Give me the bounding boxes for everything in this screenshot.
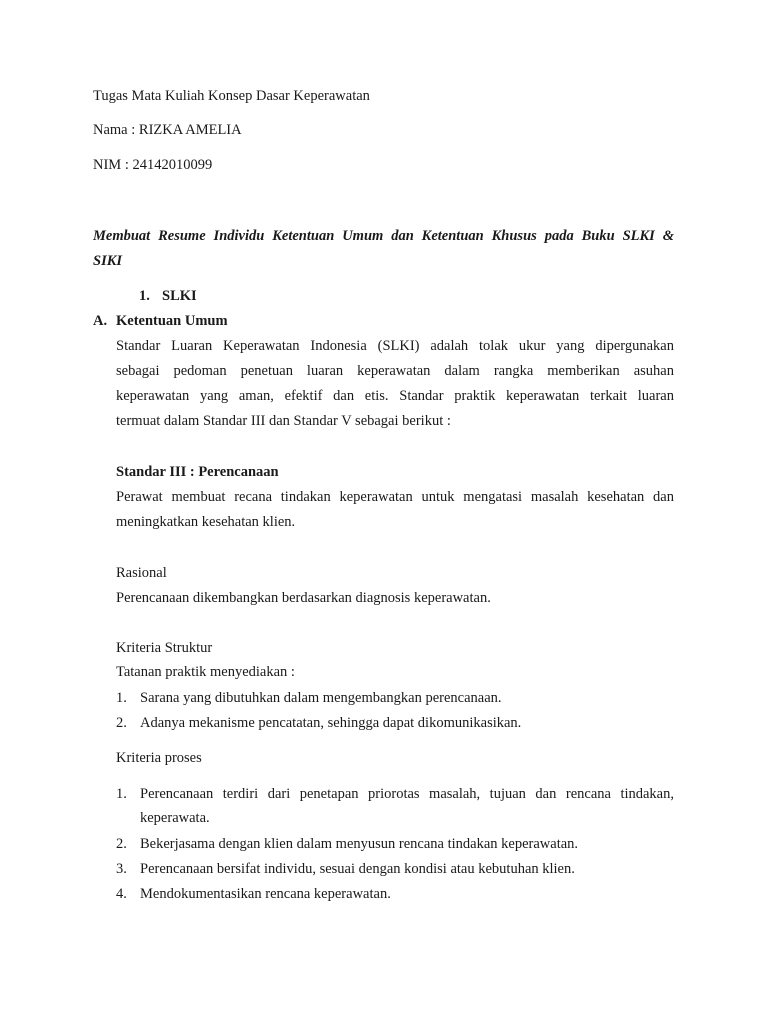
- list-item-continuation: keperawata.: [140, 810, 210, 826]
- paragraph-line: Perawat membuat recana tindakan keperawatan untuk mengatasi masalah kesehatan dan: [116, 489, 674, 505]
- list-number: 2.: [116, 715, 127, 731]
- paragraph-line: sebagai pedoman penetuan luaran keperawatan dalam rangka memberikan asuhan: [116, 363, 674, 379]
- document-title-line1: Membuat Resume Individu Ketentuan Umum dan Ketentuan Khusus pada Buku SLKI &: [93, 228, 674, 244]
- list-item: Bekerjasama dengan klien dalam menyusun rencana tindakan keperawatan.: [140, 836, 579, 852]
- list-item: Perencanaan terdiri dari penetapan priorotas masalah, tujuan dan rencana tindakan,: [140, 786, 674, 802]
- list-number: 1.: [116, 786, 127, 802]
- subsection-letter: A.: [93, 313, 108, 329]
- student-name: Nama : RIZKA AMELIA: [93, 122, 242, 138]
- paragraph-line: termuat dalam Standar III dan Standar V sebagai berikut :: [116, 413, 451, 429]
- student-nim: NIM : 24142010099: [93, 157, 213, 173]
- kriteria-struktur-heading: Kriteria Struktur: [116, 640, 213, 656]
- standard-heading: Standar III : Perencanaan: [116, 464, 279, 480]
- paragraph-line: keperawatan yang aman, efektif dan etis. Standar praktik keperawatan terkait luaran: [116, 388, 674, 404]
- list-item: Perencanaan bersifat individu, sesuai dengan kondisi atau kebutuhan klien.: [140, 861, 575, 877]
- list-number: 3.: [116, 861, 127, 877]
- list-number: 1.: [116, 690, 127, 706]
- paragraph-line: Standar Luaran Keperawatan Indonesia (SLKI) adalah tolak ukur yang dipergunakan: [116, 338, 674, 354]
- list-item: Adanya mekanisme pencatatan, sehingga dapat dikomunikasikan.: [140, 715, 522, 731]
- kriteria-proses-heading: Kriteria proses: [116, 750, 202, 766]
- list-number: 2.: [116, 836, 127, 852]
- section-number: 1.: [139, 288, 150, 304]
- section-heading: SLKI: [162, 288, 197, 304]
- list-item: Mendokumentasikan rencana keperawatan.: [140, 886, 391, 902]
- list-item: Sarana yang dibutuhkan dalam mengembangkan perencanaan.: [140, 690, 502, 706]
- kriteria-struktur-intro: Tatanan praktik menyediakan :: [116, 664, 295, 680]
- paragraph-line: meningkatkan kesehatan klien.: [116, 514, 296, 530]
- course-line: Tugas Mata Kuliah Konsep Dasar Keperawatan: [93, 88, 370, 104]
- document-title-line2: SIKI: [93, 253, 123, 269]
- list-number: 4.: [116, 886, 127, 902]
- rasional-heading: Rasional: [116, 565, 167, 581]
- rasional-text: Perencanaan dikembangkan berdasarkan diagnosis keperawatan.: [116, 590, 491, 606]
- subsection-heading: Ketentuan Umum: [116, 313, 228, 329]
